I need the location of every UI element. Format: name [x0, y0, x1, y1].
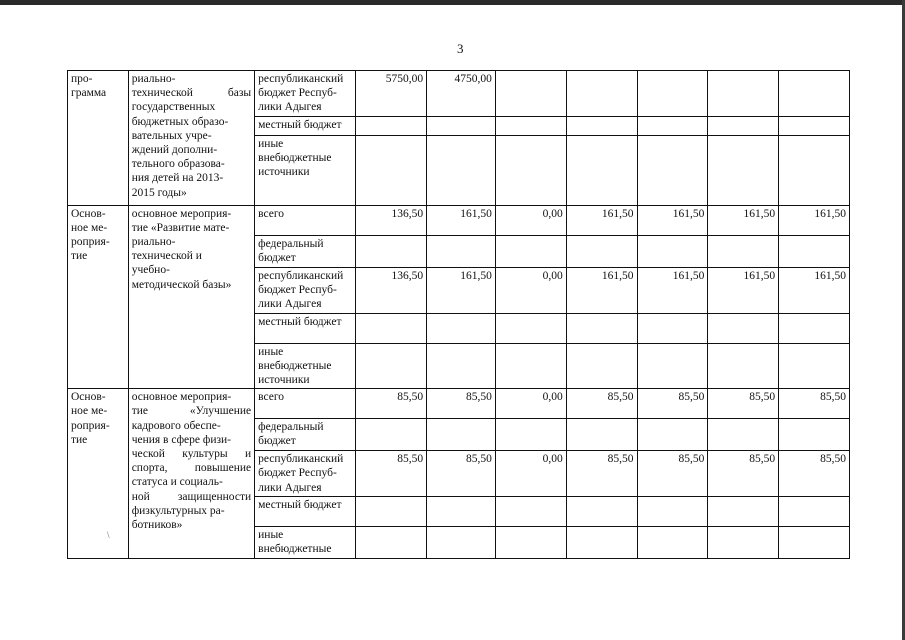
amount-cell [495, 343, 566, 389]
amount-cell [637, 527, 708, 558]
amount-cell: 161,50 [427, 267, 496, 313]
amount-cell [427, 135, 496, 205]
row-label-cell: Основ- ное ме- роприя- тие [68, 389, 129, 558]
amount-cell [779, 313, 850, 343]
amount-cell [708, 419, 779, 451]
amount-cell: 85,50 [637, 389, 708, 419]
row-description-cell: основное мероприя- тие «Развитие мате- риально- технической и учебно- методической базы» [128, 205, 254, 389]
amount-cell [356, 116, 427, 135]
amount-cell [495, 135, 566, 205]
amount-cell: 85,50 [356, 389, 427, 419]
amount-cell: 161,50 [566, 267, 637, 313]
amount-cell: 85,50 [637, 451, 708, 497]
amount-cell [495, 71, 566, 117]
amount-cell [495, 419, 566, 451]
amount-cell [779, 116, 850, 135]
amount-cell: 161,50 [637, 205, 708, 235]
amount-cell [566, 497, 637, 527]
amount-cell: 161,50 [708, 205, 779, 235]
amount-cell [637, 135, 708, 205]
amount-cell: 85,50 [427, 451, 496, 497]
amount-cell: 0,00 [495, 205, 566, 235]
amount-cell [566, 527, 637, 558]
amount-cell [779, 419, 850, 451]
amount-cell [356, 343, 427, 389]
amount-cell [356, 313, 427, 343]
amount-cell [566, 71, 637, 117]
amount-cell [779, 497, 850, 527]
amount-cell: 161,50 [779, 267, 850, 313]
amount-cell: 85,50 [427, 389, 496, 419]
amount-cell [637, 116, 708, 135]
funding-source-cell: федеральный бюджет [255, 419, 356, 451]
amount-cell: 85,50 [779, 451, 850, 497]
amount-cell [495, 527, 566, 558]
funding-source-cell: иные внебюджетные источники [255, 343, 356, 389]
amount-cell [779, 71, 850, 117]
amount-cell [427, 497, 496, 527]
amount-cell [495, 235, 566, 267]
amount-cell [427, 419, 496, 451]
page-number: 3 [457, 41, 464, 56]
row-description-cell: основное мероприя- тие «Улучшение кадрового обеспе- чения в сфере физи- ческой культуры и спорта, повышение статуса и социаль- ной защищенности физкультурных ра- ботников» [128, 389, 254, 558]
amount-cell [566, 419, 637, 451]
amount-cell: 85,50 [708, 389, 779, 419]
amount-cell [566, 135, 637, 205]
amount-cell [779, 343, 850, 389]
funding-source-cell: всего [255, 389, 356, 419]
funding-source-cell: иные внебюджетные источники [255, 135, 356, 205]
table-row [68, 389, 850, 419]
amount-cell [427, 343, 496, 389]
amount-cell: 161,50 [427, 205, 496, 235]
amount-cell [779, 235, 850, 267]
amount-cell: 161,50 [779, 205, 850, 235]
amount-cell [779, 135, 850, 205]
amount-cell [637, 419, 708, 451]
amount-cell [708, 313, 779, 343]
amount-cell: 136,50 [356, 205, 427, 235]
table-row [68, 71, 850, 117]
funding-source-cell: местный бюджет [255, 116, 356, 135]
amount-cell: 136,50 [356, 267, 427, 313]
budget-table [67, 70, 850, 559]
amount-cell: 5750,00 [356, 71, 427, 117]
amount-cell [356, 419, 427, 451]
row-label-cell: про- грамма [68, 71, 129, 206]
funding-source-cell: местный бюджет [255, 313, 356, 343]
amount-cell: 85,50 [356, 451, 427, 497]
scan-top-border [0, 0, 905, 5]
amount-cell: 85,50 [708, 451, 779, 497]
stray-scan-mark: \ [107, 530, 110, 540]
funding-source-cell: иные внебюджетные [255, 527, 356, 558]
amount-cell [566, 343, 637, 389]
amount-cell [708, 497, 779, 527]
amount-cell [637, 235, 708, 267]
amount-cell: 0,00 [495, 389, 566, 419]
amount-cell [495, 313, 566, 343]
amount-cell: 161,50 [637, 267, 708, 313]
amount-cell: 161,50 [566, 205, 637, 235]
amount-cell: 0,00 [495, 451, 566, 497]
amount-cell [708, 527, 779, 558]
amount-cell [427, 116, 496, 135]
amount-cell [637, 497, 708, 527]
amount-cell: 85,50 [566, 451, 637, 497]
funding-source-cell: республиканский бюджет Респуб- лики Адыгея [255, 451, 356, 497]
amount-cell [779, 527, 850, 558]
table-row [68, 205, 850, 235]
amount-cell [708, 116, 779, 135]
amount-cell [637, 343, 708, 389]
row-description-cell: риально- технической базы государственных бюджетных образо- вательных учре- ждений дополни- тельного образова- ния детей на 2013- 2015 годы» [128, 71, 254, 206]
amount-cell [708, 343, 779, 389]
amount-cell [708, 235, 779, 267]
amount-cell [708, 71, 779, 117]
funding-source-cell: республиканский бюджет Респуб- лики Адыгея [255, 267, 356, 313]
amount-cell [708, 135, 779, 205]
funding-source-cell: федеральный бюджет [255, 235, 356, 267]
amount-cell [427, 235, 496, 267]
funding-source-cell: местный бюджет [255, 497, 356, 527]
funding-source-cell: всего [255, 205, 356, 235]
amount-cell: 0,00 [495, 267, 566, 313]
amount-cell [566, 116, 637, 135]
amount-cell [495, 116, 566, 135]
amount-cell [566, 235, 637, 267]
amount-cell [495, 497, 566, 527]
amount-cell: 4750,00 [427, 71, 496, 117]
amount-cell [356, 497, 427, 527]
amount-cell: 85,50 [566, 389, 637, 419]
amount-cell [356, 527, 427, 558]
amount-cell [356, 235, 427, 267]
amount-cell [637, 313, 708, 343]
amount-cell [637, 71, 708, 117]
amount-cell [566, 313, 637, 343]
amount-cell [356, 135, 427, 205]
amount-cell [427, 313, 496, 343]
amount-cell: 85,50 [779, 389, 850, 419]
amount-cell [427, 527, 496, 558]
funding-source-cell: республиканский бюджет Респуб- лики Адыгея [255, 71, 356, 117]
amount-cell: 161,50 [708, 267, 779, 313]
row-label-cell: Основ- ное ме- роприя- тие [68, 205, 129, 389]
